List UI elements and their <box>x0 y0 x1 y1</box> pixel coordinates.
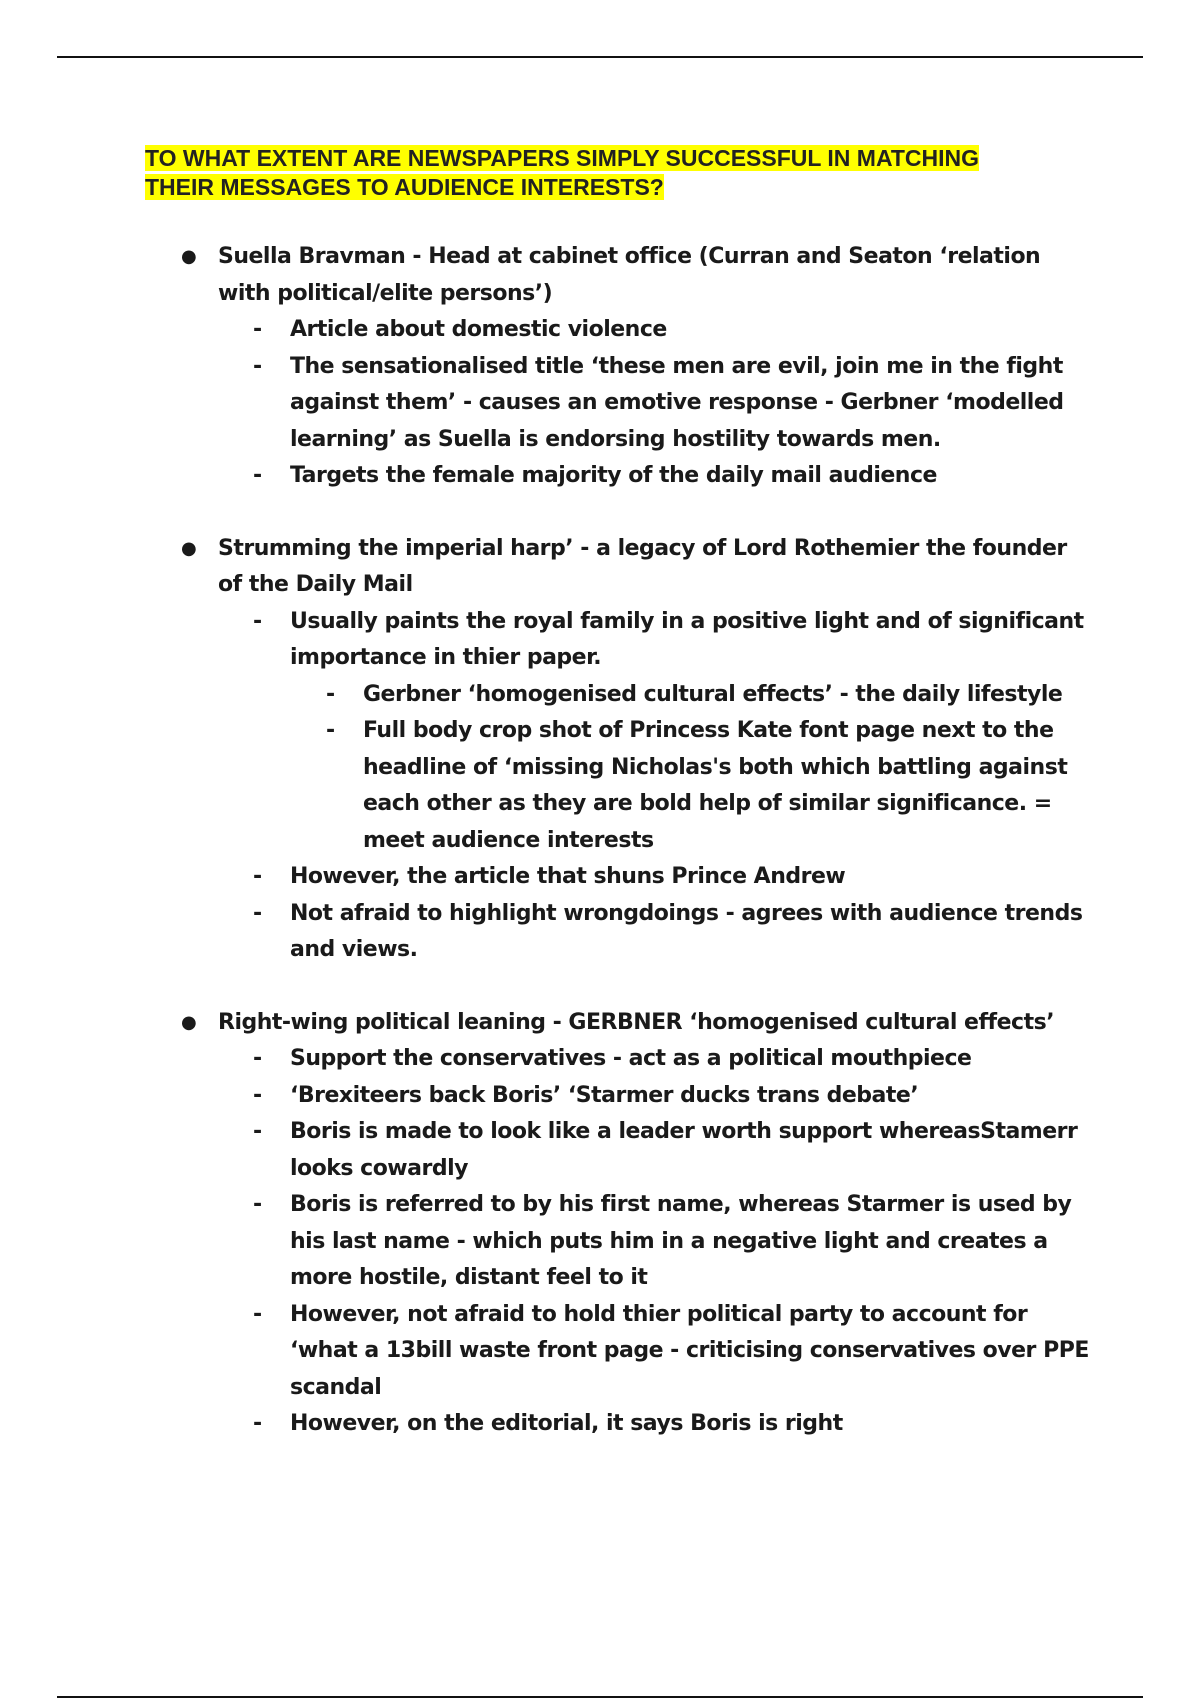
dash-item: - Targets the female majority of the daily mail audience <box>0 458 1090 495</box>
dash-item: - Support the conservatives - act as a political mouthpiece <box>0 1041 1090 1078</box>
bullet-item: ● Strumming the imperial harp’ - a legacy of Lord Rothemier the founder of the Daily Mail <box>0 531 1078 604</box>
section-suella <box>0 239 1200 495</box>
dash-item: - ‘Brexiteers back Boris’ ‘Starmer ducks trans debate’ <box>0 1078 1090 1115</box>
header-rule <box>57 56 1143 58</box>
title-line-1: TO WHAT EXTENT ARE NEWSPAPERS SIMPLY SUCCESSFUL IN MATCHING <box>145 145 980 171</box>
section-right-wing <box>0 1005 1200 1443</box>
dash-marker: - <box>253 1119 262 1144</box>
dash-marker: - <box>253 608 262 634</box>
dash-item: - Boris is made to look like a leader worth support whereasStamerr looks cowardly <box>0 1114 1090 1187</box>
dash-item: - Not afraid to highlight wrongdoings - agrees with audience trends and views. <box>0 896 1090 969</box>
dash-marker: - <box>253 317 262 342</box>
section-imperial-harp <box>0 531 1200 969</box>
dash-marker: - <box>253 1301 262 1327</box>
dash-item: - The sensationalised title ‘these men are evil, join me in the fight against them’ - causes an emotive response - Gerbner ‘modelled learning’ as Suella is endorsing hostility towards men. <box>0 349 1090 459</box>
dash-item: - However, the article that shuns Prince Andrew <box>0 859 1090 896</box>
dash-marker: - <box>253 1046 262 1071</box>
dash-item: - Usually paints the royal family in a positive light and of significant importance in thier paper. <box>0 604 1090 677</box>
dash-marker: - <box>253 900 262 926</box>
sub-dash-item: - Full body crop shot of Princess Kate font page next to the headline of ‘missing Nicholas's both which battling against each other as they are bold help of similar significance. = meet audience interests <box>0 713 1089 859</box>
bullet-item: ● Suella Bravman - Head at cabinet office (Curran and Seaton ‘relation with political/elite persons’) <box>0 239 1078 312</box>
sub-dash-item: - Gerbner ‘homogenised cultural effects’ - the daily lifestyle <box>0 677 1089 714</box>
document-body <box>0 239 1200 1479</box>
title-line-2: THEIR MESSAGES TO AUDIENCE INTERESTS? <box>145 174 664 200</box>
dash-marker: - <box>326 681 335 707</box>
bullet-icon: ● <box>181 246 197 267</box>
page-title <box>145 144 1075 202</box>
bullet-item: ● Right-wing political leaning - GERBNER ‘homogenised cultural effects’ <box>0 1005 1078 1042</box>
bullet-icon: ● <box>181 537 197 559</box>
dash-marker: - <box>253 1192 262 1217</box>
footer-rule <box>57 1696 1143 1698</box>
dash-item: - However, on the editorial, it says Boris is right <box>0 1406 1090 1443</box>
dash-marker: - <box>326 718 335 743</box>
dash-item: - However, not afraid to hold thier political party to account for ‘what a 13bill waste front page - criticising conservatives over PPE scandal <box>0 1297 1090 1407</box>
dash-item: - Article about domestic violence <box>0 312 1090 349</box>
dash-marker: - <box>253 353 262 379</box>
dash-marker: - <box>253 1411 262 1436</box>
dash-item: - Boris is referred to by his first name, whereas Starmer is used by his last name - which puts him in a negative light and creates a more hostile, distant feel to it <box>0 1187 1090 1297</box>
dash-marker: - <box>253 1082 262 1108</box>
bullet-icon: ● <box>181 1011 197 1033</box>
dash-marker: - <box>253 864 262 889</box>
dash-marker: - <box>253 463 262 488</box>
